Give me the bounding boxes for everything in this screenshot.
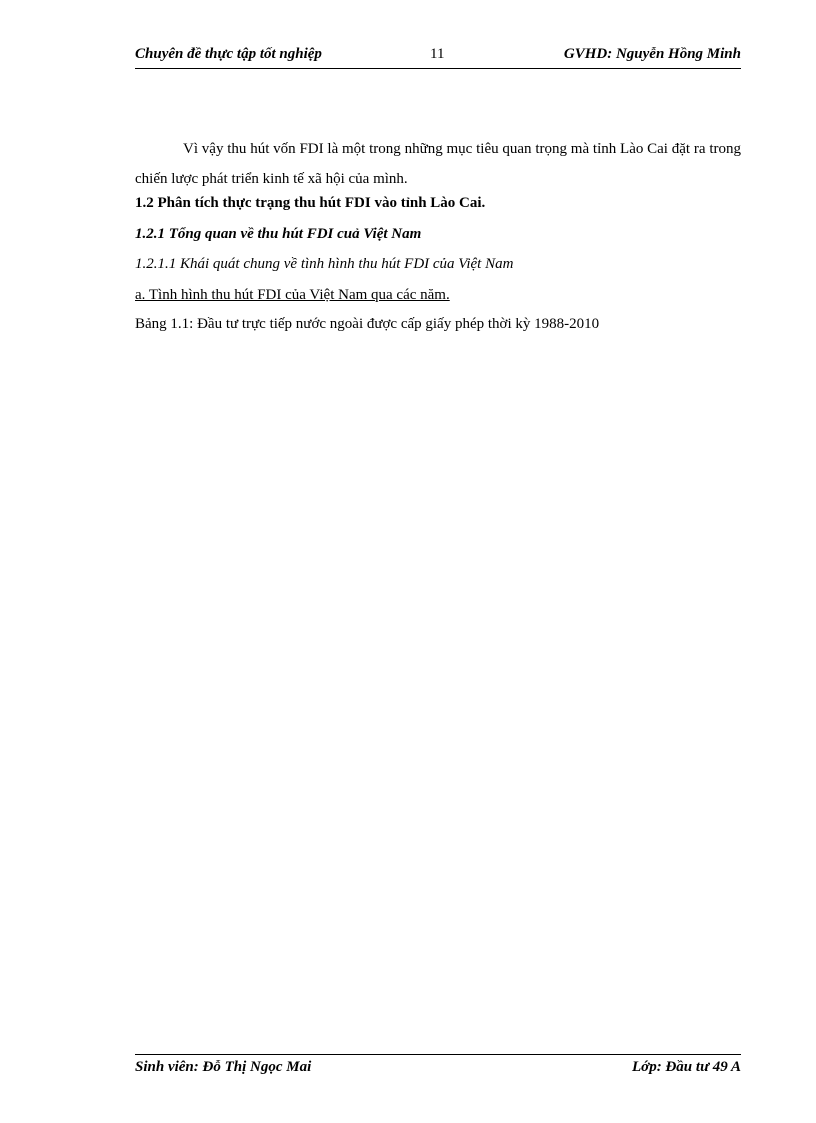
header-supervisor: GVHD: Nguyễn Hồng Minh (563, 46, 741, 62)
section-heading-1-2: 1.2 Phân tích thực trạng thu hút FDI vào tỉnh Lào Cai. (135, 195, 486, 211)
table-caption: Bảng 1.1: Đầu tư trực tiếp nước ngoài được cấp giấy phép thời kỳ 1988-2010 (135, 316, 600, 332)
page-number: 11 (430, 46, 445, 62)
paragraph-intro: Vì vậy thu hút vốn FDI là một trong những mục tiêu quan trọng mà tỉnh Lào Cai đặt ra trong chiến lược phát triển kinh tế xã hội của mình. (135, 141, 741, 187)
section-heading-1-2-1: 1.2.1 Tổng quan về thu hút FDI cuả Việt Nam (135, 226, 422, 242)
section-heading-1-2-1-1: 1.2.1.1 Khái quát chung về tình hình thu hút FDI của Việt Nam (135, 256, 514, 272)
page-footer (135, 1054, 741, 1079)
footer-class: Lớp: Đầu tư 49 A (632, 1059, 741, 1075)
page-header (135, 44, 741, 69)
subsection-heading-a: a. Tình hình thu hút FDI của Việt Nam qua các năm. (135, 287, 450, 303)
footer-student: Sinh viên: Đỗ Thị Ngọc Mai (135, 1059, 312, 1075)
header-document-title: Chuyên đề thực tập tốt nghiệp (135, 46, 322, 62)
